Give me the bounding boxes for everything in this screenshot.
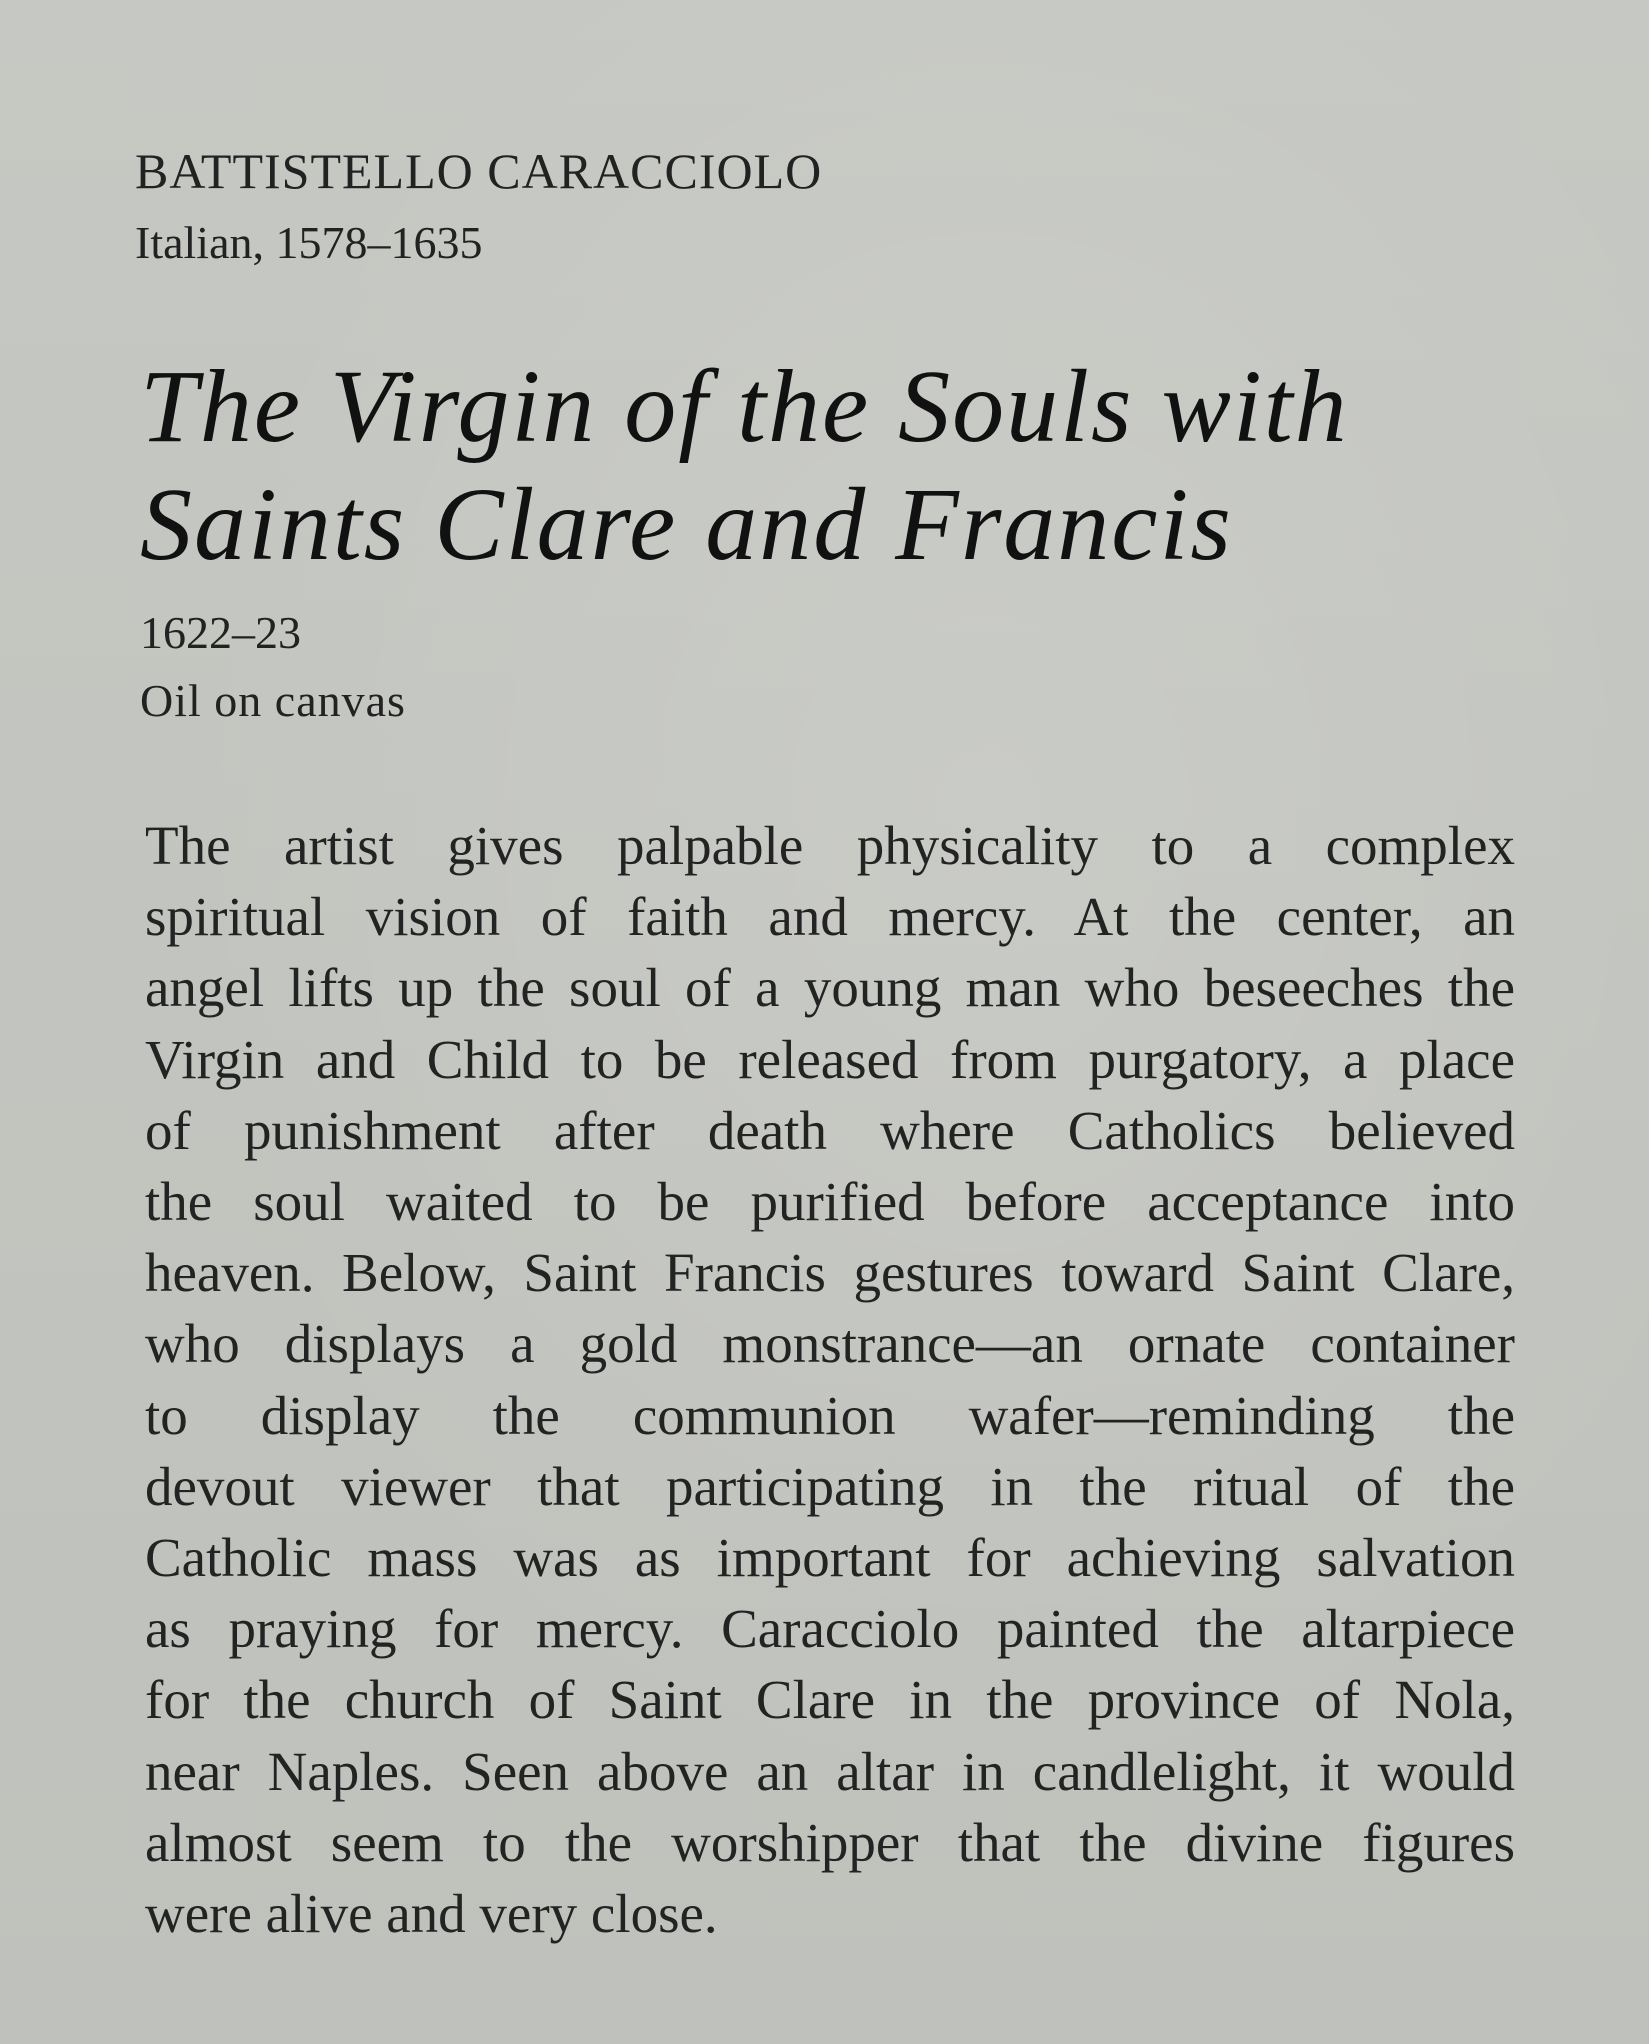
description-line: of punishment after death where Catholics believed — [145, 1099, 1515, 1161]
description-line: for the church of Saint Clare in the province of Nola, — [145, 1669, 1515, 1731]
description-line: angel lifts up the soul of a young man who beseeches the — [145, 957, 1515, 1019]
description-line: spiritual vision of faith and mercy. At the center, an — [145, 886, 1515, 948]
artwork-medium: Oil on canvas — [140, 675, 406, 726]
artwork-title-line: The Virgin of the Souls with — [140, 349, 1349, 464]
description-line: as praying for mercy. Caracciolo painted the altarpiece — [145, 1598, 1515, 1660]
description-line: were alive and very close. — [145, 1883, 718, 1945]
artwork-title — [140, 348, 1540, 584]
artwork-date: 1622–23 — [140, 607, 301, 658]
description-line: Catholic mass was as important for achieving salvation — [145, 1527, 1515, 1589]
artwork-title-line: Saints Clare and Francis — [140, 467, 1233, 582]
description-paragraph — [145, 810, 1515, 1949]
artist-name: BATTISTELLO CARACCIOLO — [135, 143, 823, 199]
description-line: heaven. Below, Saint Francis gestures toward Saint Clare, — [145, 1242, 1515, 1304]
description-line: devout viewer that participating in the ritual of the — [145, 1455, 1515, 1517]
description-line: who displays a gold monstrance—an ornate container — [145, 1313, 1515, 1375]
description-line: The artist gives palpable physicality to a complex — [145, 815, 1515, 876]
description-line: the soul waited to be purified before acceptance into — [145, 1171, 1515, 1233]
description-line: almost seem to the worshipper that the divine figures — [145, 1811, 1515, 1873]
description-line: Virgin and Child to be released from purgatory, a place — [145, 1028, 1515, 1090]
description-line: near Naples. Seen above an altar in candlelight, it would — [145, 1740, 1515, 1802]
artist-nationality-dates: Italian, 1578–1635 — [135, 217, 483, 268]
description-line: to display the communion wafer—reminding the — [145, 1384, 1515, 1446]
